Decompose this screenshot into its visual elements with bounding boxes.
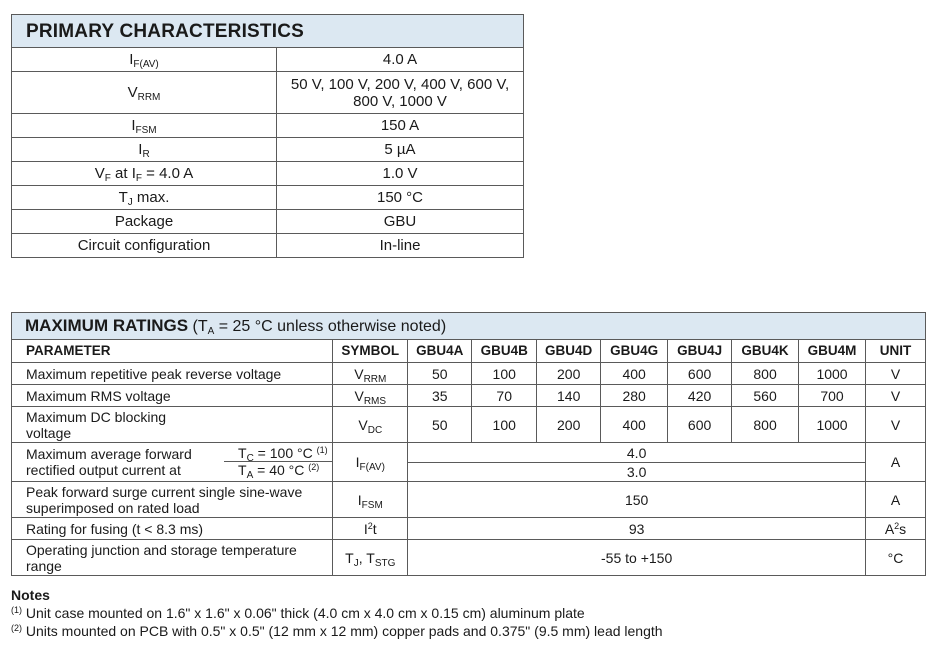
notes-section bbox=[11, 586, 663, 640]
table-row bbox=[12, 72, 524, 114]
symbol-cell: $I_{FSM}$ bbox=[333, 482, 408, 518]
value-cell: 5 µA bbox=[277, 138, 524, 162]
param-cell: Maximum average forward rectified output current at $T_C = 100$ °C $^{(1)}$ $T_A = 40$ °C $^{(2)}$ bbox=[12, 443, 333, 482]
value-cell: 100 bbox=[472, 407, 537, 443]
value-cell: 400 bbox=[601, 407, 668, 443]
column-header: GBU4K bbox=[732, 340, 799, 363]
param-cell: $T_J$ max. bbox=[12, 186, 277, 210]
column-header: GBU4D bbox=[537, 340, 601, 363]
column-header: GBU4M bbox=[799, 340, 866, 363]
value-cell: 280 bbox=[601, 385, 668, 407]
value-cell: 100 bbox=[472, 363, 537, 385]
value-cell: 420 bbox=[668, 385, 732, 407]
symbol-cell: $V_{RMS}$ bbox=[333, 385, 408, 407]
param-cell: $V_F$ at $I_F = 4.0$ A bbox=[12, 162, 277, 186]
unit-cell: V bbox=[866, 385, 926, 407]
table-row bbox=[12, 114, 524, 138]
maximum-ratings-table bbox=[11, 312, 926, 576]
value-cell: 800 bbox=[732, 407, 799, 443]
value-cell: 560 bbox=[732, 385, 799, 407]
value-cell: 1000 bbox=[799, 407, 866, 443]
maxr-title: MAXIMUM RATINGS ($T_A = 25$ °C unless otherwise noted) bbox=[12, 313, 926, 340]
unit-cell: $A^2s$ bbox=[866, 518, 926, 540]
value-cell: 150 bbox=[408, 482, 866, 518]
primary-title: PRIMARY CHARACTERISTICS bbox=[12, 15, 524, 48]
column-header: PARAMETER bbox=[12, 340, 333, 363]
value-cell: 600 bbox=[668, 363, 732, 385]
value-cell: 150 °C bbox=[277, 186, 524, 210]
param-cell: $V_{RRM}$ bbox=[12, 72, 277, 114]
note-1: $^{(1)}$ Unit case mounted on 1.6" x 1.6" x 0.06" thick (4.0 cm x 4.0 cm x 0.15 cm) aluminum plate bbox=[11, 605, 585, 621]
value-cell: 93 bbox=[408, 518, 866, 540]
note-2: $^{(2)}$ Units mounted on PCB with 0.5" x 0.5" (12 mm x 12 mm) copper pads and 0.375" (9.5 mm) lead length bbox=[11, 623, 663, 639]
symbol-cell: $V_{DC}$ bbox=[333, 407, 408, 443]
value-cell: 150 A bbox=[277, 114, 524, 138]
param-cell: $I_{F(AV)}$ bbox=[12, 48, 277, 72]
table-row bbox=[12, 363, 926, 385]
unit-cell: V bbox=[866, 407, 926, 443]
value-cell: 600 bbox=[668, 407, 732, 443]
param-cell: Peak forward surge current single sine-wave superimposed on rated load bbox=[12, 482, 333, 518]
unit-cell: °C bbox=[866, 540, 926, 576]
value-cell: 200 bbox=[537, 363, 601, 385]
value-cell: 1000 bbox=[799, 363, 866, 385]
table-row bbox=[12, 385, 926, 407]
value-cell: 35 bbox=[408, 385, 472, 407]
unit-cell: A bbox=[866, 482, 926, 518]
table-row bbox=[12, 210, 524, 234]
unit-cell: V bbox=[866, 363, 926, 385]
symbol-cell: $I^2t$ bbox=[333, 518, 408, 540]
value-cell: 700 bbox=[799, 385, 866, 407]
symbol-cell: $I_{F(AV)}$ bbox=[333, 443, 408, 482]
column-header: GBU4B bbox=[472, 340, 537, 363]
table-row bbox=[12, 234, 524, 258]
primary-characteristics-table bbox=[11, 14, 524, 258]
param-cell: $I_{FSM}$ bbox=[12, 114, 277, 138]
table-row bbox=[12, 407, 926, 443]
value-cell: 50 V, 100 V, 200 V, 400 V, 600 V, 800 V, 1000 V bbox=[277, 72, 524, 114]
value-cell: 400 bbox=[601, 363, 668, 385]
param-cell: Rating for fusing (t < 8.3 ms) bbox=[12, 518, 333, 540]
param-cell: Operating junction and storage temperature range bbox=[12, 540, 333, 576]
value-cell: 140 bbox=[537, 385, 601, 407]
column-header: GBU4A bbox=[408, 340, 472, 363]
param-cell: Maximum RMS voltage bbox=[12, 385, 333, 407]
column-header: UNIT bbox=[866, 340, 926, 363]
value-cell: 1.0 V bbox=[277, 162, 524, 186]
symbol-cell: $V_{RRM}$ bbox=[333, 363, 408, 385]
unit-cell: A bbox=[866, 443, 926, 482]
table-row bbox=[12, 138, 524, 162]
table-row bbox=[12, 482, 926, 518]
value-cell: 4.0 A bbox=[277, 48, 524, 72]
column-header: GBU4G bbox=[601, 340, 668, 363]
value-cell: 70 bbox=[472, 385, 537, 407]
value-cell: In-line bbox=[277, 234, 524, 258]
value-cell: 50 bbox=[408, 363, 472, 385]
value-cell: 50 bbox=[408, 407, 472, 443]
value-cell: 200 bbox=[537, 407, 601, 443]
column-header: GBU4J bbox=[668, 340, 732, 363]
symbol-cell: $T_J$, $T_{STG}$ bbox=[333, 540, 408, 576]
header-row bbox=[12, 340, 926, 363]
table-row bbox=[12, 443, 926, 482]
param-cell: Package bbox=[12, 210, 277, 234]
value-cell: 4.0 3.0 bbox=[408, 443, 866, 482]
param-cell: Maximum repetitive peak reverse voltage bbox=[12, 363, 333, 385]
param-cell: Maximum DC blocking voltage bbox=[12, 407, 333, 443]
param-cell: $I_R$ bbox=[12, 138, 277, 162]
value-cell: GBU bbox=[277, 210, 524, 234]
value-cell: -55 to +150 bbox=[408, 540, 866, 576]
table-row bbox=[12, 48, 524, 72]
notes-title: Notes bbox=[11, 587, 50, 603]
param-cell: Circuit configuration bbox=[12, 234, 277, 258]
table-row bbox=[12, 162, 524, 186]
value-cell: 800 bbox=[732, 363, 799, 385]
column-header: SYMBOL bbox=[333, 340, 408, 363]
table-row bbox=[12, 540, 926, 576]
table-row bbox=[12, 518, 926, 540]
table-row bbox=[12, 186, 524, 210]
